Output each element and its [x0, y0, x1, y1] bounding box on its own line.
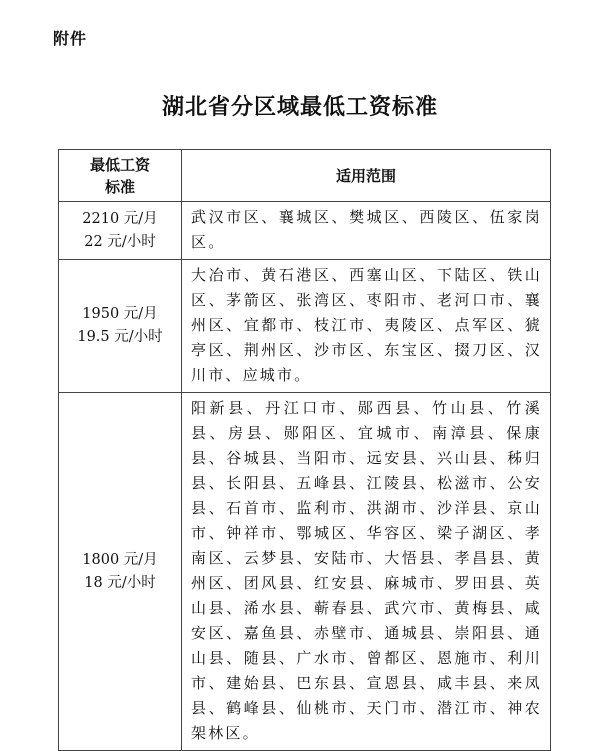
table-row [59, 202, 551, 260]
wage-standard-cell [59, 260, 182, 393]
scope-cell: 武汉市区、襄城区、樊城区、西陵区、伍家岗区。 [182, 202, 551, 260]
table-header-row [59, 150, 551, 202]
wage-standard-cell [59, 393, 182, 751]
header-standard-line2: 标准 [104, 177, 135, 196]
hourly-wage: 19.5 元/小时 [77, 329, 163, 345]
hourly-wage: 18 元/小时 [84, 574, 156, 591]
attachment-label: 附件 [53, 29, 88, 48]
document-title: 湖北省分区域最低工资标准 [161, 94, 438, 120]
header-scope: 适用范围 [182, 150, 551, 202]
monthly-wage: 2210 元/月 [82, 210, 158, 227]
header-standard [59, 150, 182, 202]
table-row [59, 393, 551, 751]
table-row [59, 260, 551, 393]
scope-cell: 阳新县、丹江口市、郧西县、竹山县、竹溪县、房县、郧阳区、宜城市、南漳县、保康县、谷城县、当阳市、远安县、兴山县、秭归县、长阳县、五峰县、江陵县、松滋市、公安县、石首市、监利市、洪湖市、沙洋县、京山市、钟祥市、鄂城区、华容区、梁子湖区、孝南区、云梦县、安陆市、大悟县、孝昌县、黄州区、团风县、红安县、麻城市、罗田县、英山县、浠水县、蕲春县、武穴市、黄梅县、咸安区、嘉鱼县、赤壁市、通城县、崇阳县、通山县、随县、广水市、曾都区、恩施市、利川市、建始县、巴东县、宣恩县、咸丰县、来凤县、鹤峰县、仙桃市、天门市、潜江市、神农架林区。 [182, 393, 551, 751]
header-standard-line1: 最低工资 [89, 155, 150, 174]
monthly-wage: 1800 元/月 [82, 551, 158, 568]
minimum-wage-table [58, 149, 551, 751]
hourly-wage: 22 元/小时 [84, 233, 156, 250]
scope-cell: 大冶市、黄石港区、西塞山区、下陆区、铁山区、茅箭区、张湾区、枣阳市、老河口市、襄州区、宜都市、枝江市、夷陵区、点军区、猇亭区、荆州区、沙市区、东宝区、掇刀区、汉川市、应城市。 [182, 260, 551, 393]
monthly-wage: 1950 元/月 [82, 306, 158, 322]
wage-standard-cell [59, 202, 182, 260]
